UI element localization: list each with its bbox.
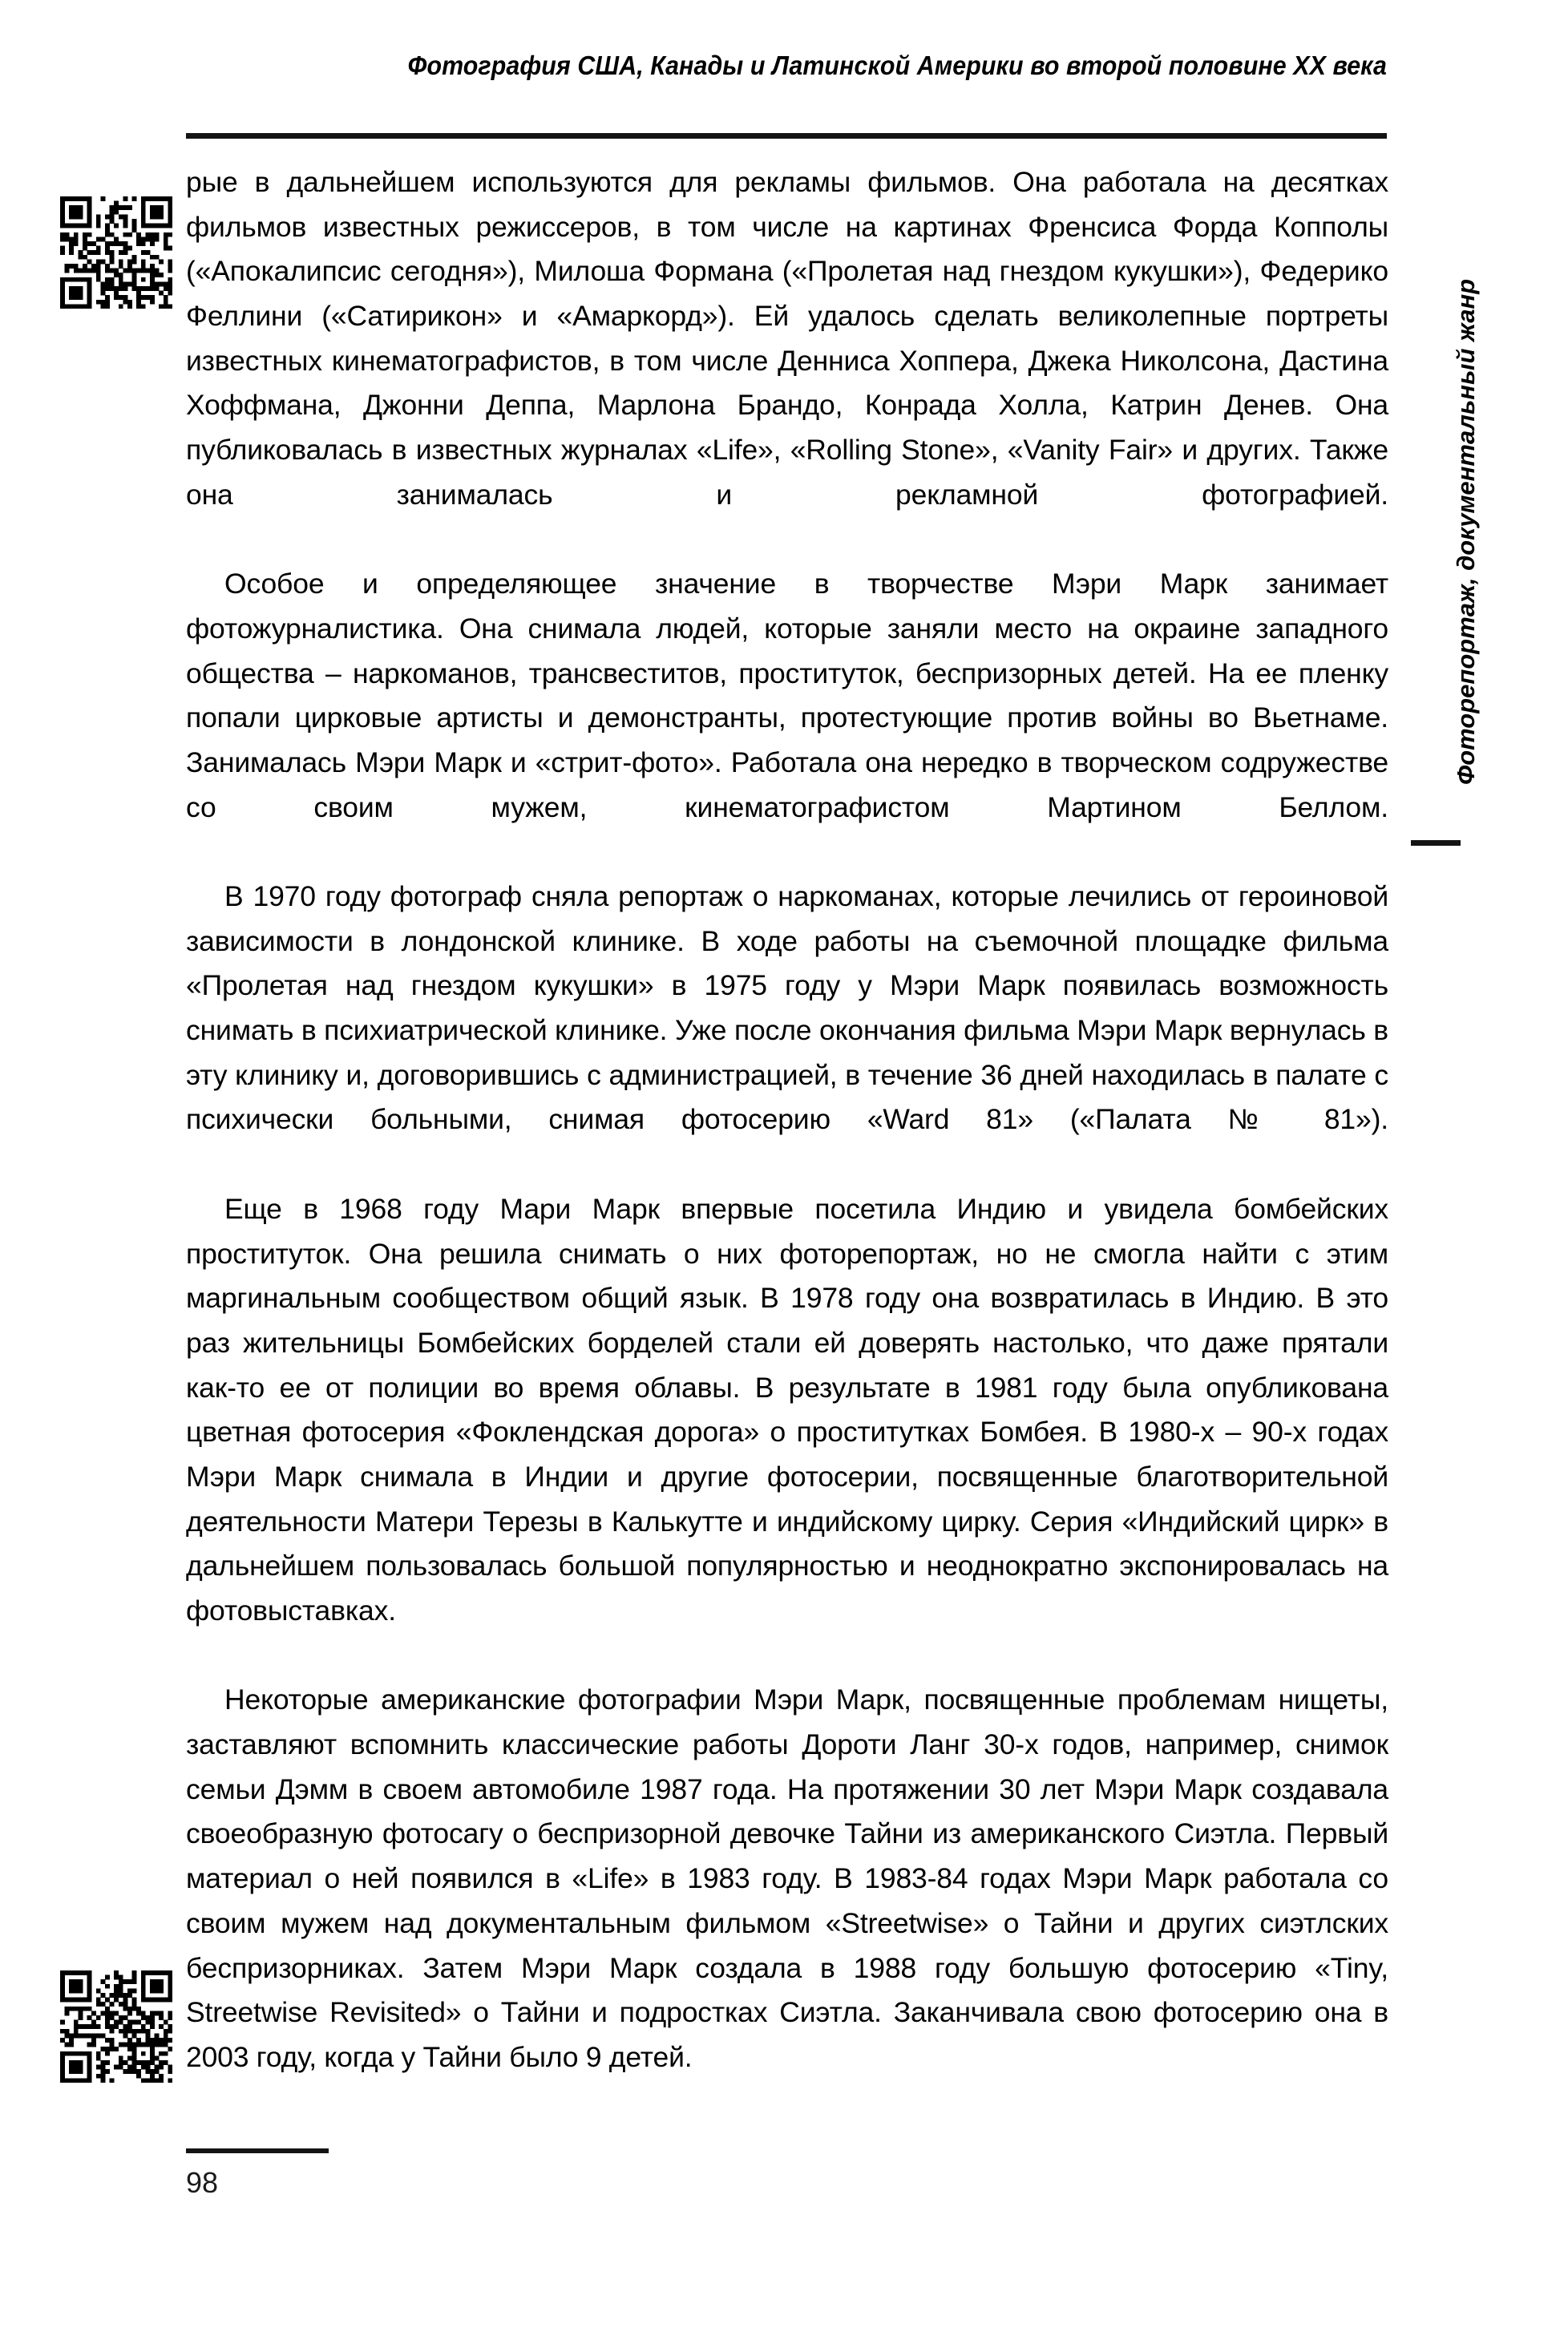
paragraph: рые в дальнейшем используются для рекламы фильмов. Она работала на десятках фильмов известных режиссеров, в том числе на картинах Френсиса Форда Копполы («Апокалипсис сегодня»), Милоша Формана («Пролетая над гнездом кукушки»), Федерико Феллини («Сатирикон» и «Амаркорд»). Ей удалось сделать великолепные портреты известных кинематографистов, в том числе Денниса Хоппера, Джека Николсона, Дастина Хоффмана, Джонни Деппа, Марлона Брандо, Конрада Холла, Катрин Денев. Она публиковалась в известных журналах «Life», «Rolling Stone», «Vanity Fair» и других. Также она занималась и рекламной фотографией. [186,166,1388,511]
footer-rule [186,2148,329,2153]
paragraph: Еще в 1968 году Мари Марк впервые посетила Индию и увидела бомбейских проституток. Она решила снимать о них фоторепортаж, но не смогла найти с этим маргинальным сообществом общий язык. В 1978 году она возвратилась в Индию. В это раз жительницы Бомбейских борделей стали ей доверять настолько, что даже прятали как-то ее от полиции во время облавы. В результате в 1981 году была опубликована цветная фотосерия «Фоклендская дорога» о проститутках Бомбея. В 1980-х – 90-х годах Мэри Марк снимала в Индии и другие фотосерии, посвященные благотворительной деятельности Матери Терезы в Калькутте и индийскому цирку. Серия «Индийский цирк» в дальнейшем пользовалась большой популярностью и неоднократно экспонировалась на фотовыставках. [186,1192,1388,1627]
body-text-column [186,160,1388,2080]
qr-code-icon [60,1970,172,2083]
page-number: 98 [186,2166,219,2199]
qr-code-icon [60,196,172,309]
paragraph: Особое и определяющее значение в творчестве Мэри Марк занимает фотожурналистика. Она снимала людей, которые заняли место на окраине западного общества – наркоманов, трансвеститов, проституток, беспризорных детей. На ее пленку попали цирковые артисты и демонстранты, протестующие против войны во Вьетнаме. Занималась Мэри Марк и «стрит-фото». Работала она нередко в творческом содружестве со своим мужем, кинематографистом Мартином Беллом. [186,568,1388,823]
side-title: Фоторепортаж, документальный жанр [1452,278,1480,785]
header-rule [186,133,1387,139]
paragraph: В 1970 году фотограф сняла репортаж о наркоманах, которые лечились от героиновой зависимости в лондонской клинике. В ходе работы на съемочной площадке фильма «Пролетая над гнездом кукушки» в 1975 году у Мэри Марк появилась возможность снимать в психиатрической клинике. Уже после окончания фильма Мэри Марк вернулась в эту клинику и, договорившись с администрацией, в течение 36 дней находилась в палате с психически больными, снимая фотосерию «Ward 81» («Палата № 81»). [186,880,1388,1136]
running-head: Фотография США, Канады и Латинской Америки во второй половине XX века [407,51,1387,80]
side-title-container [1408,95,1504,904]
side-marker-rule [1411,840,1461,846]
paragraph: Некоторые американские фотографии Мэри Марк, посвященные проблемам нищеты, заставляют вспомнить классические работы Дороти Ланг 30-х годов, например, снимок семьи Дэмм в своем автомобиле 1987 года. На протяжении 30 лет Мэри Марк создавала своеобразную фотосагу о беспризорной девочке Тайни из американского Сиэтла. Первый материал о ней появился в «Life» в 1983 году. В 1983-84 годах Мэри Марк работала со своим мужем над документальным фильмом «Streetwise» о Тайни и других сиэтлских беспризорниках. Затем Мэри Марк создала в 1988 году большую фотосерию «Tiny, Streetwise Revisited» о Тайни и подростках Сиэтла. Заканчивала свою фотосерию она в 2003 году, когда у Тайни было 9 детей. [186,1683,1388,2073]
